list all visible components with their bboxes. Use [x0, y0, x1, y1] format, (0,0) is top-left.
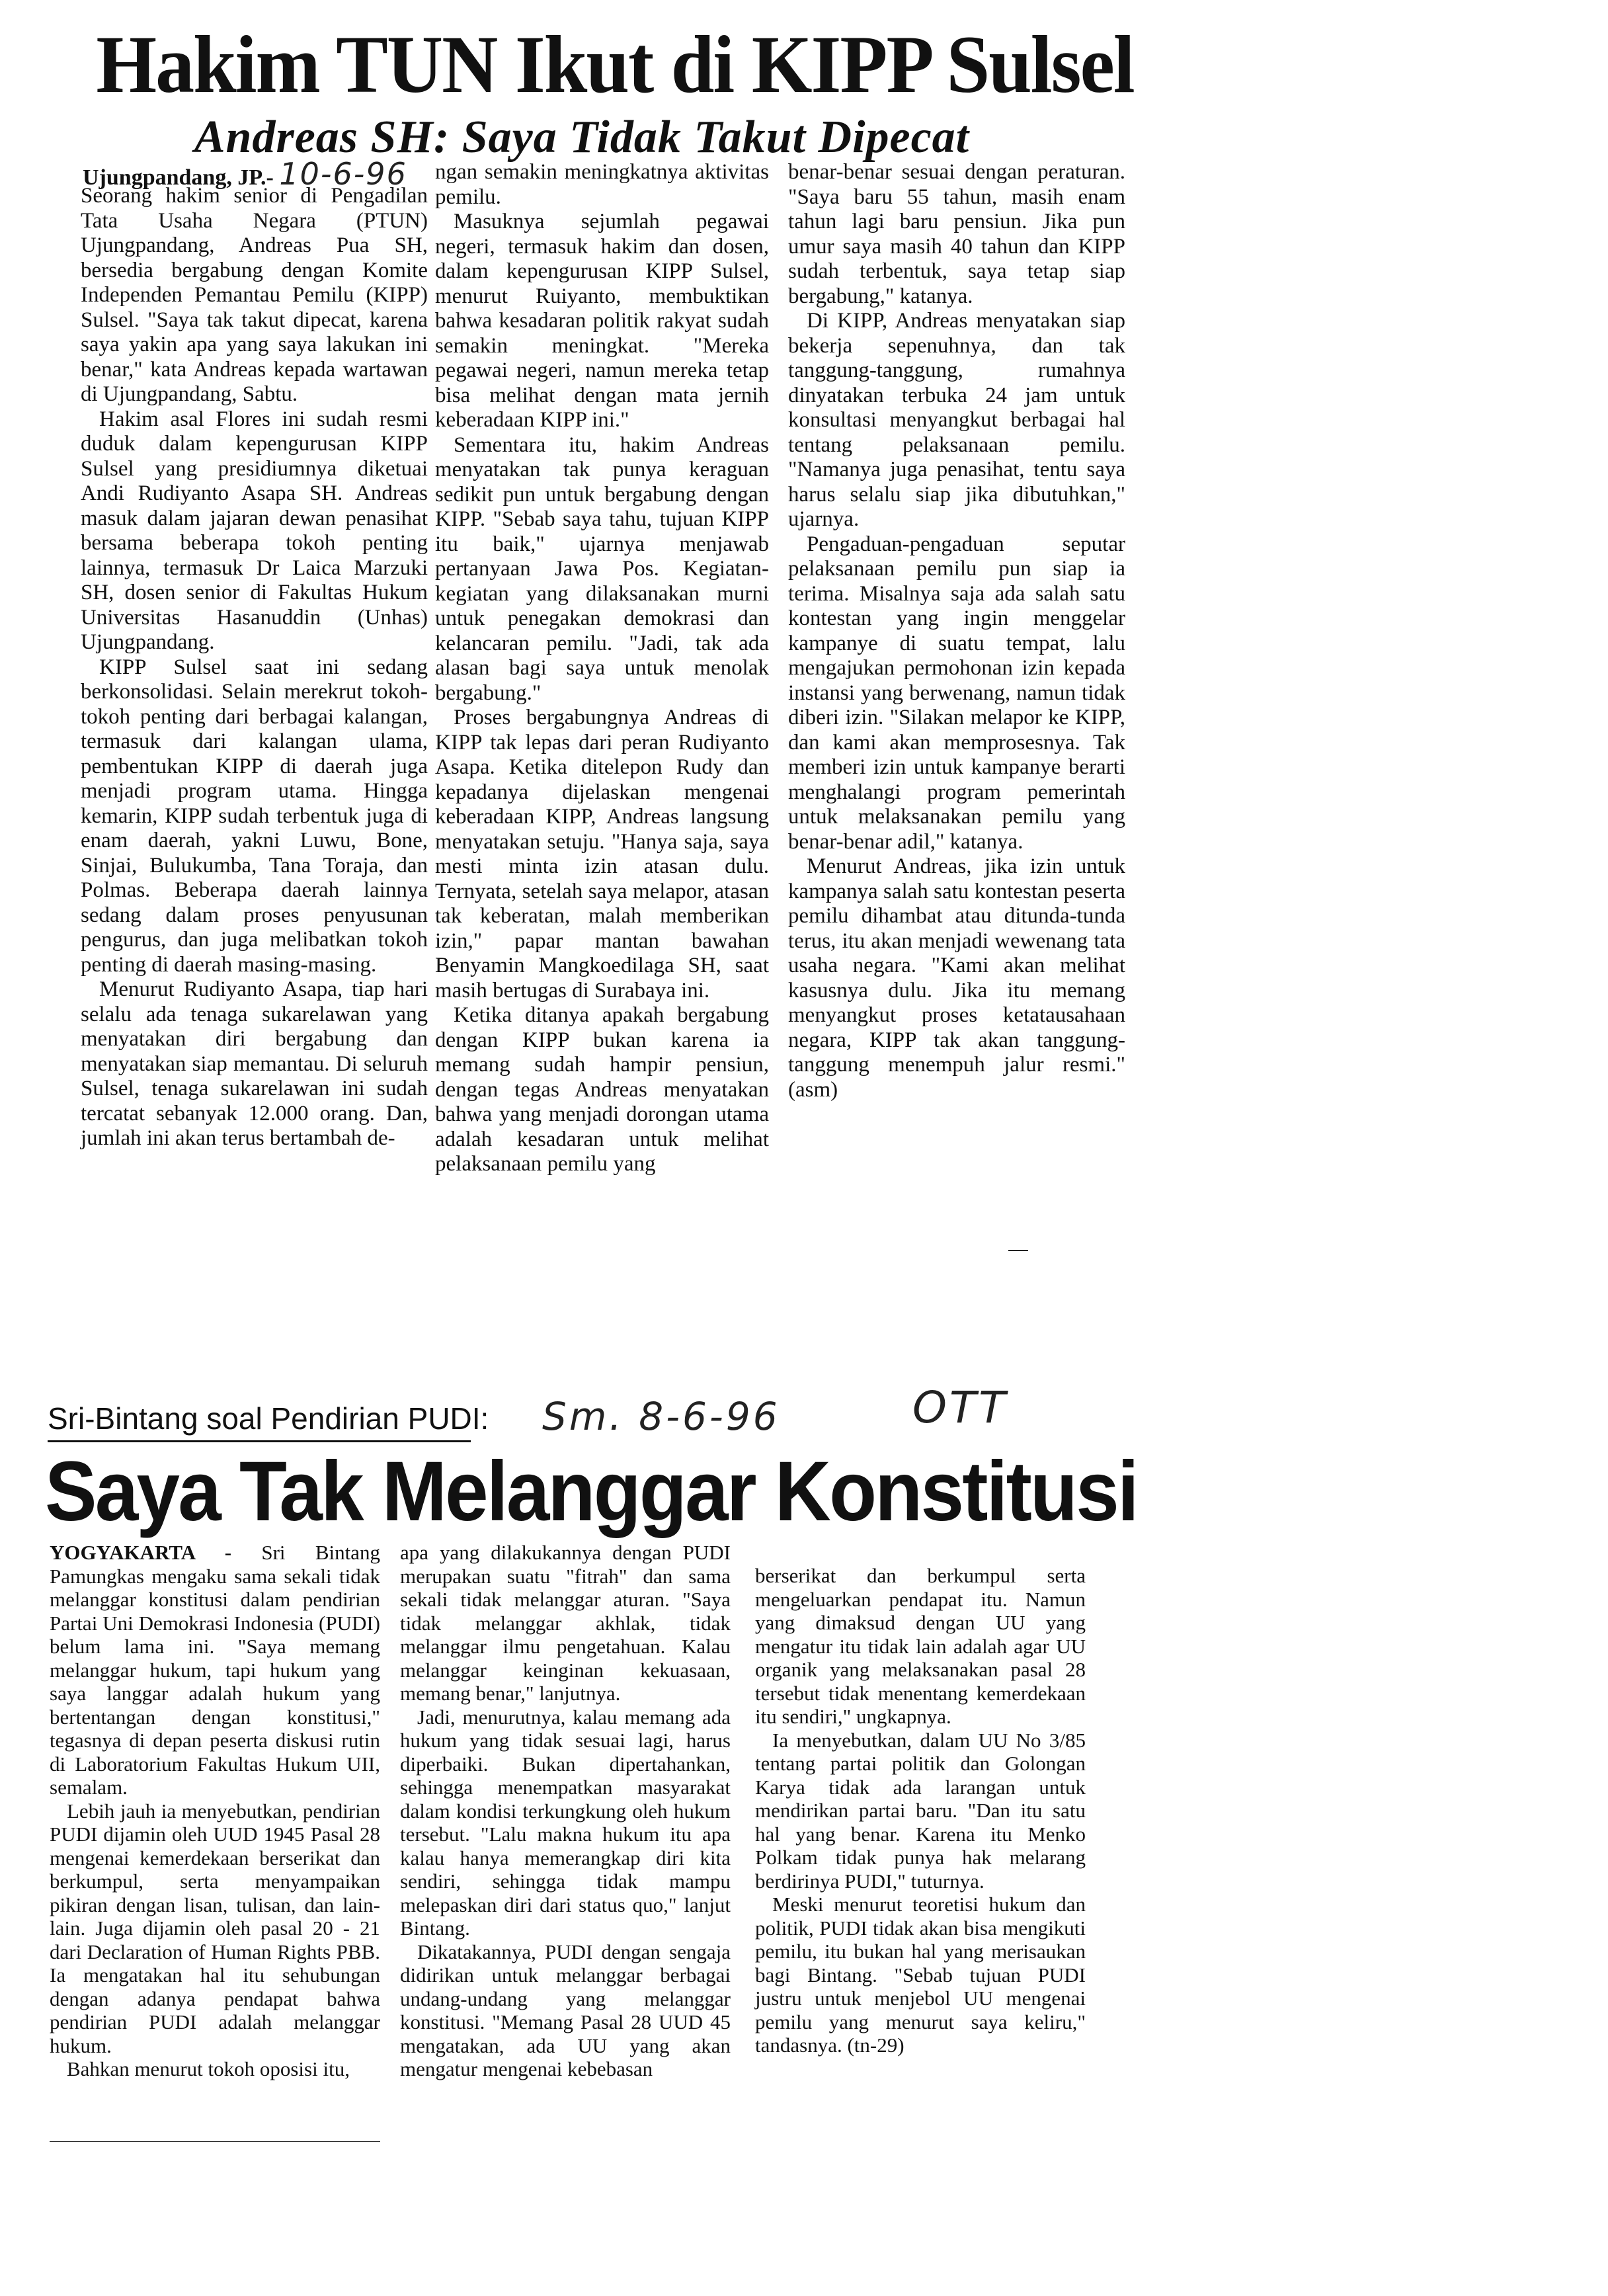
article2-col1-para: Lebih jauh ia menyebutkan, pendirian PUDI dijamin oleh UUD 1945 Pasal 28 mengenai kemerdekaan berserikat dan berkumpul, serta menyampaikan pikiran dengan lisan, tulisan, dan lain-lain. Juga dijamin oleh pasal 20 - 21 dari Declaration of Human Rights PBB. Ia mengatakan hal itu sehubungan dengan adanya pendapat bahwa pendirian PUDI adalah melanggar hukum.: [50, 1799, 380, 2057]
article2-col1-para: [50, 1541, 380, 1799]
article2-col3-para: Meski menurut teoretisi hukum dan politik, PUDI tidak akan bisa mengikuti pemilu, itu bukan hal yang merisaukan bagi Bintang. "Sebab tujuan PUDI justru untuk menjebol UU mengenai pemilu yang menurut saya keliru," tandasnya. (tn-29): [755, 1893, 1086, 2057]
article1-dateline: Ujungpandang, JP.-: [83, 165, 274, 190]
article1-handwritten-date: 10-6-96: [279, 156, 407, 192]
article1-col2-para: Masuknya sejumlah pegawai negeri, termasuk hakim dan dosen, dalam kepengurusan KIPP Sulsel, menurut Ruiyanto, membuktikan bahwa kesadaran politik rakyat sudah semakin meningkat. "Mereka pegawai negeri, namun mereka tetap bisa melihat dengan mata jernih keberadaan KIPP ini.": [435, 210, 769, 432]
article2-col1-para: Bahkan menurut tokoh oposisi itu,: [67, 2057, 350, 2080]
article1-column-1: [81, 184, 428, 1151]
article1-col1-para: Seorang hakim senior di Pengadilan Tata Usaha Negara (PTUN) Ujungpandang, Andreas Pua SH, bersedia bergabung dengan Komite Independen Pemantau Pemilu (KIPP) Sulsel. "Saya tak takut dipecat, karena saya yakin apa yang saya lakukan ini benar," kata Andreas kepada wartawan di Ujungpandang, Sabtu.: [81, 184, 428, 406]
article1-col1-para: Menurut Rudiyanto Asapa, tiap hari selalu ada tenaga sukarelawan yang menyatakan diri bergabung dan menyatakan siap memantau. Di seluruh Sulsel, tenaga sukarelawan ini sudah tercatat sebanyak 12.000 orang. Dan, jumlah ini akan terus bertambah de-: [81, 977, 428, 1150]
article1-col1-para: Hakim asal Flores ini sudah resmi duduk dalam kepengurusan KIPP Sulsel yang presidiumnya diketuai Andi Rudiyanto Asapa SH. Andreas masuk dalam jajaran dewan penasihat bersama beberapa tokoh penting lainnya, termasuk Dr Laica Marzuki SH, dosen senior di Fakultas Hukum Universitas Hasanuddin (Unhas) Ujungpandang.: [81, 407, 428, 654]
article2-col1-lead-text: Sri Bintang Pamungkas mengaku sama sekali tidak melanggar konstitusi dalam pendirian Partai Uni Demokrasi Indonesia (PUDI) belum lama ini. "Saya memang melanggar hukum, tapi hukum yang saya langgar adalah hukum yang bertentangan dengan konstitusi," tegasnya di depan peserta diskusi rutin di Laboratorium Fakultas Hukum UII, semalam.: [50, 1541, 380, 1799]
article2-col3-para: berserikat dan berkumpul serta mengeluarkan pendapat itu. Namun yang dimaksud dengan UU yang mengatur itu tidak lain adalah agar UU organik yang melaksanakan pasal 28 tersebut tidak menentang kemerdekaan itu sendiri," ungkapnya.: [755, 1564, 1086, 1728]
article1-col2-para: ngan semakin meningkatnya aktivitas pemilu.: [435, 160, 769, 209]
article2-dateline: YOGYAKARTA -: [50, 1541, 232, 1564]
article2-col1-bottom-rule: [50, 2141, 380, 2142]
article1-col3-para: Menurut Andreas, jika izin untuk kampanya salah satu kontestan peserta pemilu dihambat atau ditunda-tunda terus, itu akan menjadi wewenang tata usaha negara. "Kami akan melihat kasusnya dulu. Jika itu memang menyangkut proses ketatausahaan negara, KIPP tak akan tanggung-tanggung menempuh jalur resmi." (asm): [788, 854, 1125, 1102]
article1-col3-para: benar-benar sesuai dengan peraturan. "Saya baru 55 tahun, masih enam tahun lagi baru pensiun. Jika pun umur saya masih 40 tahun dan KIPP sudah terbentuk, saya tetap siap bergabung," katanya.: [788, 160, 1125, 308]
article2-column-1: [50, 1541, 380, 2081]
article2-col2-para: Jadi, menurutnya, kalau memang ada hukum yang tidak sesuai lagi, harus diperbaiki. Bukan dipertahankan, sehingga menempatkan masyarakat dalam kondisi terkungkung oleh hukum tersebut. "Lalu makna hukum itu apa kalau hanya memerangkap diri kita sendiri, sehingga tidak mampu melepaskan diri dari status quo," lanjut Bintang.: [400, 1705, 731, 1940]
article1-headline: Hakim TUN Ikut di KIPP Sulsel: [96, 19, 1134, 110]
article2-column-2: [400, 1541, 731, 2081]
article2-kicker-rule: [48, 1440, 471, 1442]
article2-handwritten-mark: OTT: [912, 1382, 1008, 1433]
article1-subhead: Andreas SH: Saya Tidak Takut Dipecat: [194, 112, 970, 163]
article1-col1-para: KIPP Sulsel saat ini sedang berkonsolidasi. Selain merekrut tokoh-tokoh penting dari berbagai kalangan, termasuk dari kalangan ulama, pembentukan KIPP di daerah juga menjadi program utama. Hingga kemarin, KIPP sudah terbentuk juga di enam daerah, yakni Luwu, Bone, Sinjai, Bulukumba, Tana Toraja, dan Polmas. Beberapa daerah lainnya sedang dalam proses penyusunan pengurus, dan juga melibatkan tokoh penting di daerah masing-masing.: [81, 655, 428, 977]
article2-col3-para: Ia menyebutkan, dalam UU No 3/85 tentang partai politik dan Golongan Karya tidak ada larangan untuk mendirikan partai baru. "Dan itu satu hal yang benar. Karena itu Menko Polkam tidak punya hak melarang berdirinya PUDI," tuturnya.: [755, 1728, 1086, 1893]
article1-column-2: [435, 160, 769, 1177]
article2-col2-para: apa yang dilakukannya dengan PUDI merupakan suatu "fitrah" dan sama sekali tidak melanggar aturan. "Saya tidak melanggar akhlak, tidak melanggar ilmu pengetahuan. Kalau melanggar keinginan kekuasaan, memang benar," lanjutnya.: [400, 1541, 731, 1705]
article2-handwritten-source: Sm. 8-6-96: [542, 1394, 780, 1439]
article1-col2-para: Sementara itu, hakim Andreas menyatakan tak punya keraguan sedikit pun untuk bergabung dengan KIPP. "Sebab saya tahu, tujuan KIPP itu baik," ujarnya menjawab pertanyaan Jawa Pos. Kegiatan-kegiatan yang dilaksanakan murni untuk penegakan demokrasi dan kelancaran pemilu. "Jadi, tak ada alasan bagi saya untuk menolak bergabung.": [435, 432, 769, 705]
article1-col2-para: Ketika ditanya apakah bergabung dengan KIPP bukan karena ia memang sudah hampir pensiun, dengan tegas Andreas menyatakan bahwa yang menjadi dorongan utama adalah kesadaran untuk melihat pelaksanaan pemilu yang: [435, 1003, 769, 1176]
article2-kicker: Sri-Bintang soal Pendirian PUDI:: [48, 1401, 489, 1436]
article1-col3-para: Di KIPP, Andreas menyatakan siap bekerja sepenuhnya, dan tak tanggung-tanggung, rumahnya dinyatakan terbuka 24 jam untuk konsultasi menyangkut berbagai hal tentang pelaksanaan pemilu. "Namanya juga penasihat, tentu saya harus selalu siap jika dibutuhkan," ujarnya.: [788, 309, 1125, 531]
article1-col2-para: Proses bergabungnya Andreas di KIPP tak lepas dari peran Rudiyanto Asapa. Ketika ditelepon Rudy dan kepadanya dijelaskan mengenai keberadaan KIPP, Andreas langsung menyatakan setuju. "Hanya saja, saya mesti minta izin atasan dulu. Ternyata, setelah saya melapor, atasan tak keberatan, malah memberikan izin," papar mantan bawahan Benyamin Mangkoedilaga SH, saat masih bertugas di Surabaya ini.: [435, 706, 769, 1003]
article2-headline: Saya Tak Melanggar Konstitusi: [45, 1444, 1137, 1539]
article2-col2-para: Dikatakannya, PUDI dengan sengaja didirikan untuk melanggar berbagai undang-undang yang melanggar konstitusi. "Memang Pasal 28 UUD 45 mengatakan, ada UU yang akan mengatur mengenai kebebasan: [400, 1940, 731, 2080]
article1-column-3: [788, 160, 1125, 1102]
article2-column-3: [755, 1564, 1086, 2057]
article1-col3-para: Pengaduan-pengaduan seputar pelaksanaan pemilu pun siap ia terima. Misalnya saja ada salah satu kontestan yang ingin menggelar kampanye di suatu tempat, lalu mengajukan permohonan izin kepada instansi yang berwenang, namun tidak diberi izin. "Silakan melapor ke KIPP, dan kami akan memprosesnya. Tak memberi izin untuk kampanye berarti menghalangi program pemerintah untuk melaksanakan pemilu yang benar-benar adil," katanya.: [788, 532, 1125, 854]
article1-dateline-row: [83, 156, 426, 192]
article1-end-dash: [1008, 1250, 1028, 1251]
